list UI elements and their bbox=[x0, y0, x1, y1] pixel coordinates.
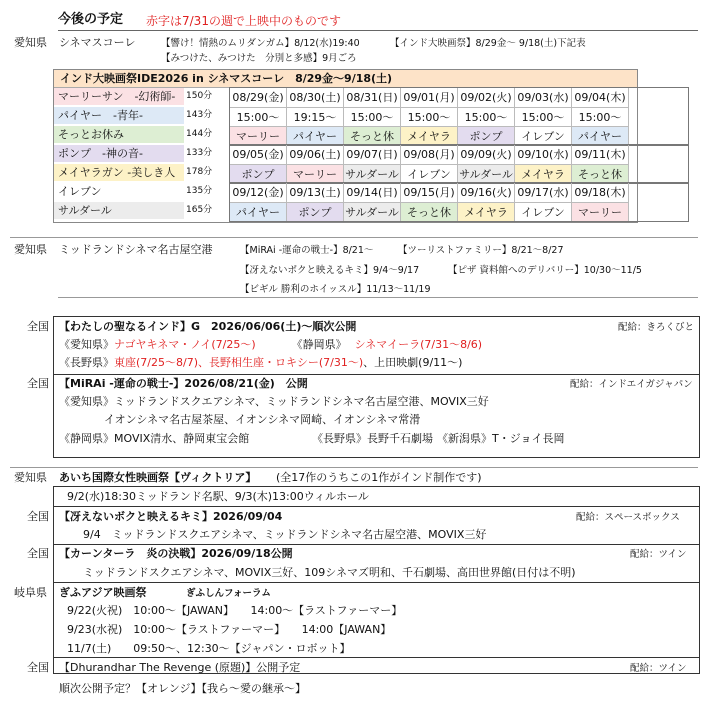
date-cell: 08/29(金) bbox=[230, 88, 287, 107]
film-name: サルダール bbox=[54, 202, 184, 219]
festival-header: インド大映画祭IDE2026 in シネマスコーレ 8/29金〜9/18(土) bbox=[54, 70, 637, 88]
distributor: 配給：スペースボックス bbox=[576, 512, 680, 523]
time-cell: 15:00〜 bbox=[230, 107, 287, 126]
film-cell: パイヤー bbox=[287, 126, 344, 145]
schedule-row: 9/22(火祝) 10:00〜【JAWAN】 14:00〜【ラストファーマー】 bbox=[67, 604, 403, 617]
film-name: マーリーサン -幻術師- bbox=[54, 88, 184, 105]
film-name: メイヤラガン -美しき人 bbox=[54, 164, 184, 181]
schedule-item: 【響け！情熱のムリダンガム】8/12(水)19:40 bbox=[161, 38, 360, 49]
film-cell: そっと休 bbox=[401, 202, 458, 221]
divider bbox=[58, 30, 698, 31]
film-duration: 178分 bbox=[186, 167, 213, 177]
time-cell: 15:00〜 bbox=[572, 107, 629, 126]
divider bbox=[53, 544, 699, 545]
film-cell: マーリー bbox=[287, 164, 344, 183]
film-cell: メイヤラ bbox=[515, 164, 572, 183]
schedule-item: 【ツーリストファミリー】8/21〜8/27 bbox=[398, 245, 564, 256]
theater-row: 《長野県》長野千石劇場 bbox=[312, 432, 433, 445]
pref-tag: 《長野県》 bbox=[59, 356, 114, 369]
film-name: そっとお休み bbox=[54, 126, 184, 143]
date-cell: 08/30(土) bbox=[287, 88, 344, 107]
pref-tag: 《静岡県》 bbox=[291, 338, 347, 351]
event-venue: ぎふしんフォーラム bbox=[186, 588, 271, 599]
theater-current: ナゴヤキネマ・ノイ(7/25〜) bbox=[114, 338, 256, 351]
schedule-row: 11/7(土) 09:50〜、12:30〜【ジャパン・ロボット】 bbox=[67, 642, 351, 655]
date-cell: 09/14(日) bbox=[344, 183, 401, 202]
time-cell: 15:00〜 bbox=[515, 107, 572, 126]
film-cell: ポンプ bbox=[287, 202, 344, 221]
festival-table bbox=[53, 69, 638, 223]
pref-label: 岐阜県 bbox=[14, 586, 47, 599]
schedule-item: 【MiRAi -運命の戦士-】8/21〜 bbox=[240, 245, 374, 256]
film-cell: メイヤラ bbox=[458, 202, 515, 221]
film-name: ポンプ -神の音- bbox=[54, 145, 184, 162]
scope-label: 全国 bbox=[27, 320, 49, 333]
scope-label: 全国 bbox=[27, 510, 49, 523]
date-cell: 09/11(木) bbox=[572, 145, 629, 164]
distributor: 配給：ツイン bbox=[630, 549, 687, 560]
date-cell: 09/05(金) bbox=[230, 145, 287, 164]
schedule-item: 【ビギル 勝利のホイッスル】11/13〜11/19 bbox=[240, 284, 431, 295]
time-cell: 19:15〜 bbox=[287, 107, 344, 126]
date-cell: 09/09(火) bbox=[458, 145, 515, 164]
theater-row: イオンシネマ名古屋茶屋、イオンシネマ岡崎、イオンシネマ常滑 bbox=[104, 413, 421, 426]
divider bbox=[53, 506, 699, 507]
schedule-row: 9/23(水祝) 10:00〜【ラストファーマー】 14:00【JAWAN】 bbox=[67, 623, 392, 636]
release-title: 【わたしの聖なるインド】G 2026/06/06(土)〜順次公開 bbox=[59, 320, 357, 333]
theater-current: シネマイーラ(7/31〜8/6) bbox=[354, 338, 483, 351]
film-cell: マーリー bbox=[572, 202, 629, 221]
schedule-item: 【インド大映画祭】8/29金〜 9/18(土)下記表 bbox=[390, 38, 586, 49]
header-note: 赤字は7/31の週で上映中のものです bbox=[146, 14, 341, 28]
divider bbox=[53, 374, 699, 375]
time-cell: 15:00〜 bbox=[344, 107, 401, 126]
film-cell: メイヤラ bbox=[401, 126, 458, 145]
film-cell: サルダール bbox=[458, 164, 515, 183]
schedule-item: 【冴えないボクと映えるキミ】9/4〜9/17 bbox=[240, 265, 420, 276]
film-name: イレブン bbox=[54, 183, 184, 200]
release-title: 【MiRAi -運命の戦士-】2026/08/21(金) 公開 bbox=[59, 377, 308, 390]
date-cell: 09/18(木) bbox=[572, 183, 629, 202]
scope-label: 全国 bbox=[27, 547, 49, 560]
release-title: 【冴えないボクと映えるキミ】2026/09/04 bbox=[59, 510, 283, 523]
pref-label: 愛知県 bbox=[14, 36, 47, 49]
event-note: (全17作のうちこの1作がインド制作です) bbox=[276, 471, 482, 484]
film-cell: ポンプ bbox=[230, 164, 287, 183]
date-cell: 09/07(日) bbox=[344, 145, 401, 164]
film-duration: 165分 bbox=[186, 205, 213, 215]
divider bbox=[10, 467, 698, 468]
theater-row: ミッドランドスクエアシネマ、MOVIX三好、109シネマズ明和、千石劇場、高田世界館(日付は不明) bbox=[83, 566, 576, 579]
film-duration: 133分 bbox=[186, 148, 213, 158]
divider bbox=[58, 297, 698, 298]
theater-current: 東座(7/25〜8/7)、長野相生座・ロキシー(7/31〜) bbox=[114, 356, 364, 369]
theater-row: 《愛知県》ミッドランドスクエアシネマ、ミッドランドシネマ名古屋空港、MOVIX三好 bbox=[59, 395, 489, 408]
film-duration: 144分 bbox=[186, 129, 213, 139]
distributor: 配給：ツイン bbox=[630, 663, 687, 674]
theater-row bbox=[59, 338, 482, 352]
film-cell: サルダール bbox=[344, 164, 401, 183]
date-cell: 09/06(土) bbox=[287, 145, 344, 164]
date-cell: 09/16(火) bbox=[458, 183, 515, 202]
date-cell: 09/02(火) bbox=[458, 88, 515, 107]
release-title: 【カーンターラ 炎の決戦】2026/09/18公開 bbox=[59, 547, 293, 560]
date-cell: 09/01(月) bbox=[401, 88, 458, 107]
divider bbox=[53, 657, 699, 658]
pref-label: 愛知県 bbox=[14, 471, 47, 484]
date-cell: 09/12(金) bbox=[230, 183, 287, 202]
distributor: 配給：インドエイガジャパン bbox=[570, 379, 693, 390]
film-cell: イレブン bbox=[515, 126, 572, 145]
film-duration: 150分 bbox=[186, 91, 213, 101]
film-duration: 143分 bbox=[186, 110, 213, 120]
date-cell: 09/13(土) bbox=[287, 183, 344, 202]
page-title: 今後の予定 bbox=[58, 12, 124, 27]
film-cell: ポンプ bbox=[458, 126, 515, 145]
release-title: 【Dhurandhar The Revenge (原題)】公開予定 bbox=[59, 661, 301, 674]
date-cell: 09/15(月) bbox=[401, 183, 458, 202]
schedule-item: 【ピザ 資料館へのデリバリー】10/30〜11/5 bbox=[448, 265, 642, 276]
date-cell: 09/10(水) bbox=[515, 145, 572, 164]
date-cell: 09/04(木) bbox=[572, 88, 629, 107]
pref-label: 愛知県 bbox=[14, 243, 47, 256]
theater-row: 《新潟県》T・ジョイ長岡 bbox=[437, 432, 565, 445]
film-name: パイヤー -青年- bbox=[54, 107, 184, 124]
film-cell: イレブン bbox=[401, 164, 458, 183]
theater-row: 《静岡県》MOVIX清水、静岡東宝会館 bbox=[59, 432, 250, 445]
film-cell: パイヤー bbox=[230, 202, 287, 221]
distributor: 配給：きろくびと bbox=[618, 322, 695, 333]
theater-row: 9/4 ミッドランドスクエアシネマ、ミッドランドシネマ名古屋空港、MOVIX三好 bbox=[83, 528, 487, 541]
schedule-item: 【みつけた、みつけた 分別と多感】9月ごろ bbox=[161, 53, 357, 64]
event-title: あいち国際女性映画祭【ヴィクトリア】 bbox=[59, 471, 257, 484]
cinema-name: シネマスコーレ bbox=[59, 36, 136, 49]
date-cell: 09/08(月) bbox=[401, 145, 458, 164]
film-cell: そっと休 bbox=[344, 126, 401, 145]
date-cell: 08/31(日) bbox=[344, 88, 401, 107]
film-cell: マーリー bbox=[230, 126, 287, 145]
scope-label: 全国 bbox=[27, 661, 49, 674]
time-cell: 15:00〜 bbox=[458, 107, 515, 126]
divider bbox=[10, 237, 698, 238]
cinema-name: ミッドランドシネマ名古屋空港 bbox=[59, 243, 213, 256]
pref-tag: 《愛知県》 bbox=[59, 338, 114, 351]
footer-note: 順次公開予定？【オレンジ】【我ら〜愛の継承〜】 bbox=[59, 682, 306, 695]
scope-label: 全国 bbox=[27, 377, 49, 390]
film-cell: パイヤー bbox=[572, 126, 629, 145]
divider bbox=[53, 582, 699, 583]
film-duration: 135分 bbox=[186, 186, 213, 196]
theater-row bbox=[59, 356, 462, 370]
time-cell: 15:00〜 bbox=[401, 107, 458, 126]
film-cell: イレブン bbox=[515, 202, 572, 221]
date-cell: 09/03(水) bbox=[515, 88, 572, 107]
film-cell: サルダール bbox=[344, 202, 401, 221]
date-cell: 09/17(水) bbox=[515, 183, 572, 202]
film-cell: そっと休 bbox=[572, 164, 629, 183]
event-title: ぎふアジア映画祭 bbox=[59, 586, 147, 599]
event-dates: 9/2(水)18:30ミッドランド名駅、9/3(木)13:00ウィルホール bbox=[67, 490, 369, 503]
theater-upcoming: 、上田映劇(9/11〜) bbox=[363, 356, 463, 369]
